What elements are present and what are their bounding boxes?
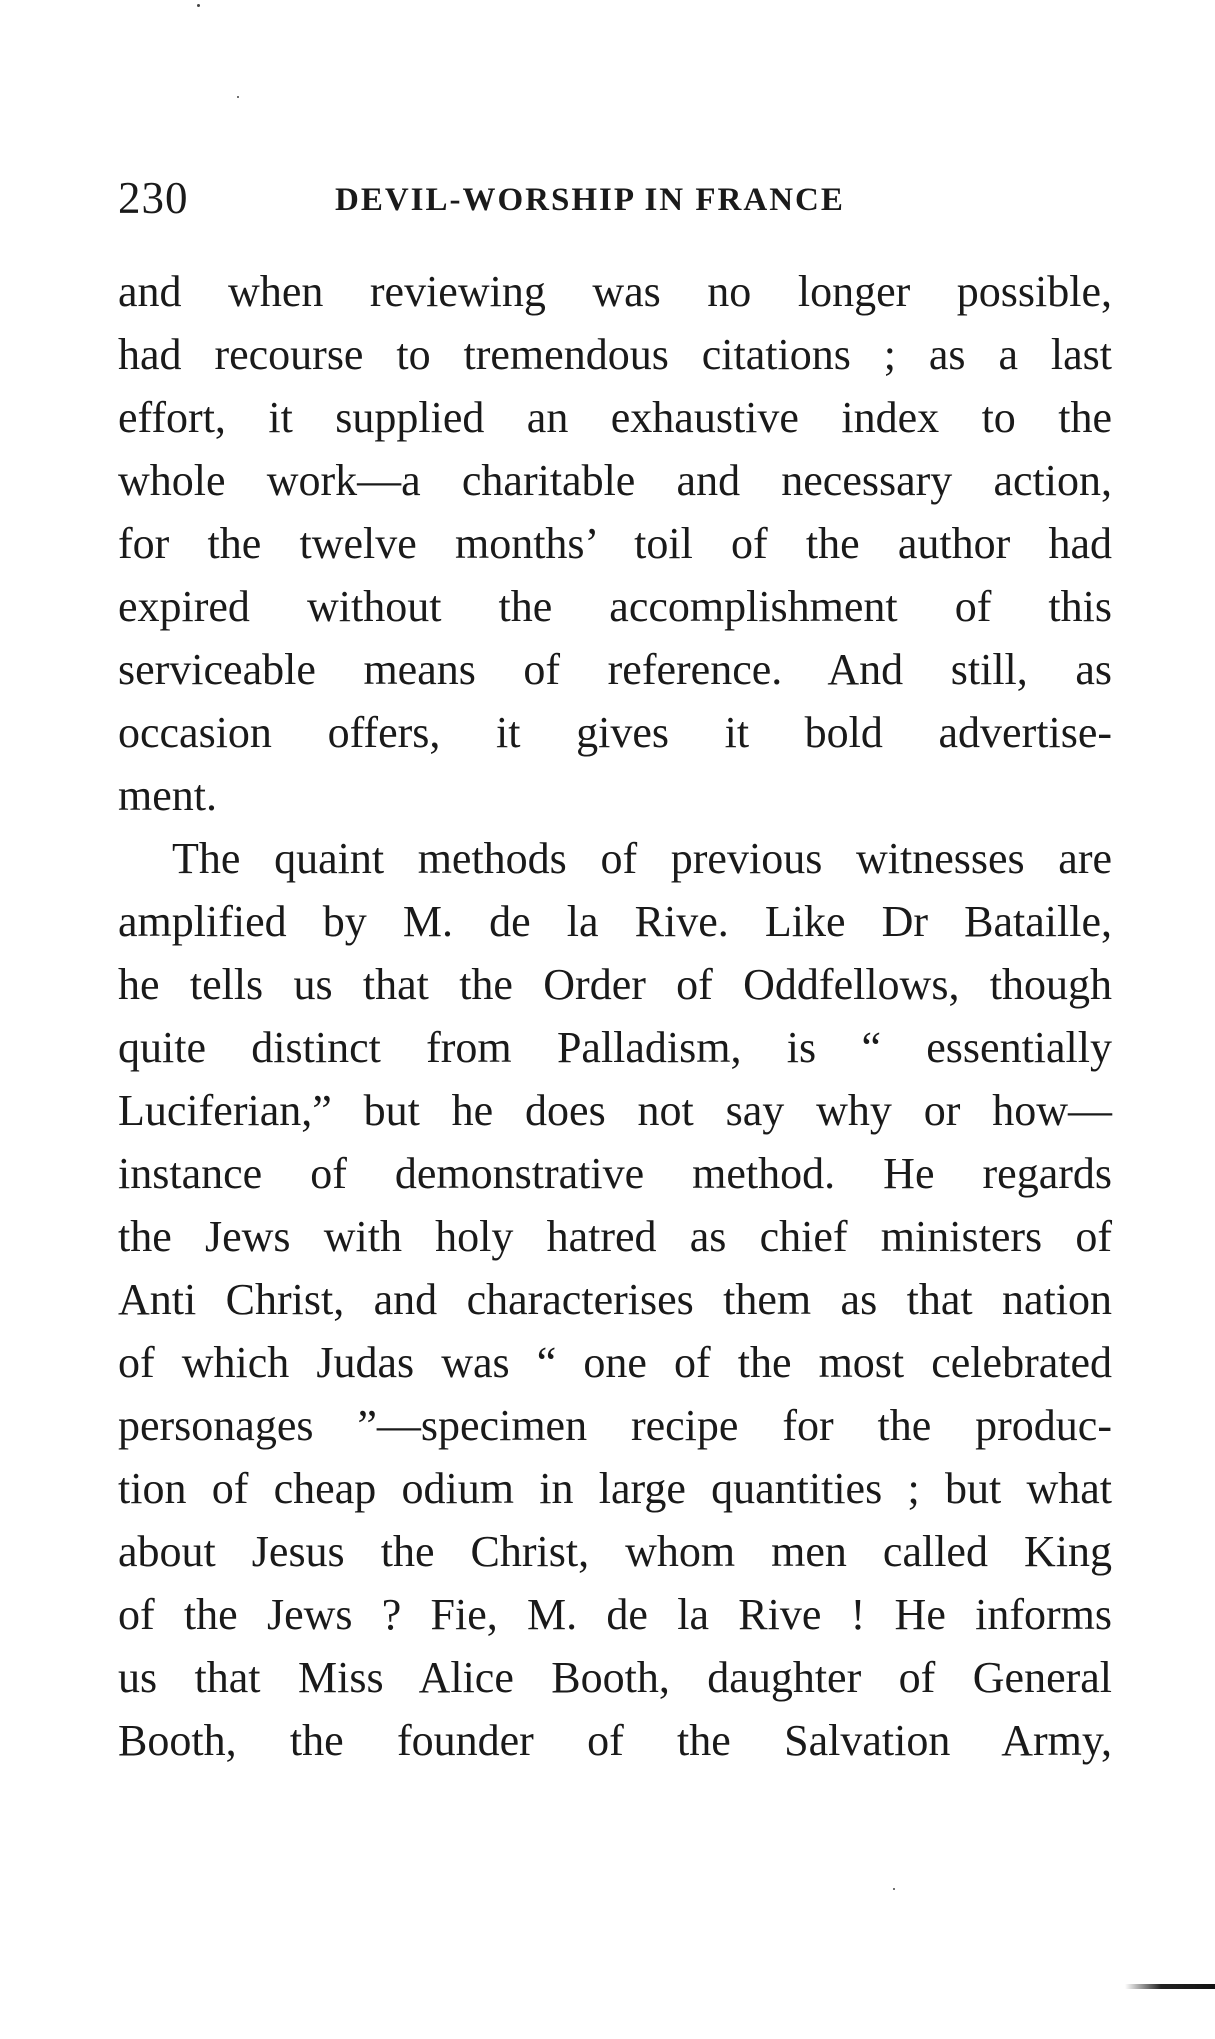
text-line: about Jesus the Christ, whom men called King <box>118 1527 1112 1576</box>
page-number: 230 <box>118 173 189 223</box>
text-line: personages ”—specimen recipe for the produc- <box>118 1401 1112 1450</box>
text-line: and when reviewing was no longer possible, <box>118 267 1112 316</box>
text-line: us that Miss Alice Booth, daughter of General <box>118 1653 1112 1702</box>
text-line: instance of demonstrative method. He regards <box>118 1149 1112 1198</box>
text-line: quite distinct from Palladism, is “ essentially <box>118 1023 1112 1072</box>
text-line: the Jews with holy hatred as chief ministers of <box>118 1212 1112 1261</box>
running-title: DEVIL-WORSHIP IN FRANCE <box>335 182 845 218</box>
text-line: of which Judas was “ one of the most celebrated <box>118 1338 1112 1387</box>
text-line: occasion offers, it gives it bold advertise- <box>118 708 1112 757</box>
body-text <box>118 260 1112 1772</box>
text-line: ment. <box>118 771 217 820</box>
text-line: tion of cheap odium in large quantities ; but what <box>118 1464 1112 1513</box>
paragraph <box>118 260 1112 827</box>
text-line: whole work—a charitable and necessary action, <box>118 456 1112 505</box>
scan-speck <box>893 1888 895 1890</box>
page-header <box>118 168 1108 228</box>
text-line: amplified by M. de la Rive. Like Dr Bataille, <box>118 897 1112 946</box>
text-line: Anti Christ, and characterises them as that nation <box>118 1275 1112 1324</box>
text-line: of the Jews ? Fie, M. de la Rive ! He informs <box>118 1590 1112 1639</box>
scan-speck <box>237 96 239 98</box>
page-edge-mark <box>1125 1984 1215 1989</box>
text-line: Booth, the founder of the Salvation Army, <box>118 1716 1112 1765</box>
text-line: Luciferian,” but he does not say why or how— <box>118 1086 1112 1135</box>
paragraph <box>118 827 1112 1772</box>
text-line: effort, it supplied an exhaustive index to the <box>118 393 1112 442</box>
text-line: serviceable means of reference. And still, as <box>118 645 1112 694</box>
scan-speck <box>197 4 200 7</box>
text-line: had recourse to tremendous citations ; as a last <box>118 330 1112 379</box>
text-line: he tells us that the Order of Oddfellows, though <box>118 960 1112 1009</box>
text-line: for the twelve months’ toil of the author had <box>118 519 1112 568</box>
text-line: The quaint methods of previous witnesses are <box>172 834 1112 883</box>
text-line: expired without the accomplishment of this <box>118 582 1112 631</box>
